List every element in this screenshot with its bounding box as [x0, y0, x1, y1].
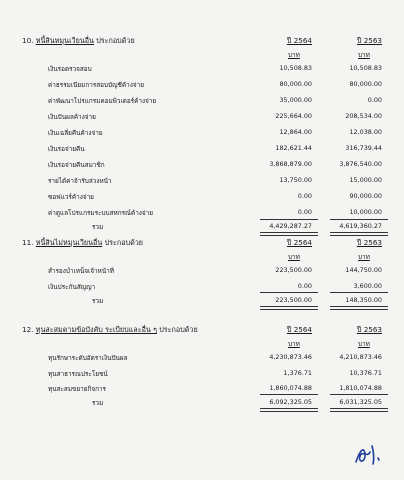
- unit-label-current: บาท: [288, 253, 300, 261]
- row-value-prior: 208,534.00: [345, 112, 382, 120]
- total-double-rule: [330, 408, 388, 412]
- total-double-rule: [260, 232, 318, 236]
- section-number: 11.: [22, 238, 34, 247]
- unit-label-prior: บาท: [358, 253, 370, 261]
- row-value-prior: 1,810,074.88: [339, 384, 382, 392]
- row-value-prior: 10,508.83: [349, 64, 382, 72]
- row-value-current: 13,750.00: [279, 176, 312, 184]
- column-header-prior-year: ปี 2563: [356, 238, 382, 247]
- unit-label-current: บาท: [288, 340, 300, 348]
- row-value-prior: 3,600.00: [353, 282, 382, 290]
- unit-label-current: บาท: [288, 51, 300, 59]
- total-double-rule: [260, 306, 318, 310]
- subtotal-rule: [330, 292, 388, 293]
- handwritten-signature: [348, 440, 388, 468]
- section-11-title: [22, 238, 143, 249]
- row-value-prior: 15,000.00: [349, 176, 382, 184]
- row-label: ค่าดูแลโปรแกรมระบบสหกรณ์ค้างจ่าย: [48, 209, 153, 217]
- subtotal-rule: [330, 394, 388, 395]
- row-value-prior: 4,210,873.46: [339, 353, 382, 361]
- total-double-rule: [330, 232, 388, 236]
- row-value-current: 10,508.83: [279, 64, 312, 72]
- subtotal-rule: [330, 219, 388, 220]
- row-value-current: 0.00: [297, 208, 312, 216]
- column-header-prior-year: ปี 2563: [356, 36, 382, 45]
- total-value-prior: 148,350.00: [345, 296, 382, 304]
- row-label: ซอฟแวร์ค้างจ่าย: [48, 193, 94, 201]
- total-label: รวม: [92, 223, 104, 231]
- row-label: เงินปันผลค้างจ่าย: [48, 113, 96, 121]
- row-label: สำรองบำเหน็จเจ้าหน้าที่: [48, 267, 114, 275]
- row-label: ค่าพัฒนาโปรแกรมคอมพิวเตอร์ค้างจ่าย: [48, 97, 157, 105]
- row-value-current: 4,230,873.46: [269, 353, 312, 361]
- row-value-current: 1,376.71: [283, 369, 312, 377]
- total-label: รวม: [92, 399, 104, 407]
- section-heading: ทุนสะสมตามข้อบังคับ ระเบียบและอื่น ๆ: [35, 325, 157, 334]
- row-value-prior: 0.00: [367, 96, 382, 104]
- section-heading-suffix: ประกอบด้วย: [93, 36, 135, 45]
- row-label: ทุนสะสมขยายกิจการ: [48, 385, 106, 393]
- section-heading: หนี้สินหมุนเวียนอื่น: [35, 36, 94, 45]
- row-value-prior: 316,739.44: [345, 144, 382, 152]
- total-label: รวม: [92, 297, 104, 305]
- row-value-current: 223,500.00: [275, 266, 312, 274]
- unit-label-prior: บาท: [358, 51, 370, 59]
- row-value-current: 0.00: [297, 282, 312, 290]
- total-value-current: 4,429,287.27: [269, 222, 312, 230]
- row-label: เงินรอจ่ายคืน: [48, 145, 85, 153]
- section-heading: หนี้สินไม่หมุนเวียนอื่น: [35, 238, 103, 247]
- section-10-title: [22, 36, 135, 47]
- row-value-prior: 10,000.00: [349, 208, 382, 216]
- row-value-current: 80,000.00: [279, 80, 312, 88]
- row-value-prior: 80,000.00: [349, 80, 382, 88]
- section-heading-suffix: ประกอบด้วย: [156, 325, 198, 334]
- row-value-prior: 12,038.00: [349, 128, 382, 136]
- row-value-prior: 90,000.00: [349, 192, 382, 200]
- total-value-current: 223,500.00: [275, 296, 312, 304]
- subtotal-rule: [260, 394, 318, 395]
- section-heading-suffix: ประกอบด้วย: [102, 238, 143, 247]
- section-number: 12.: [22, 325, 34, 334]
- total-double-rule: [330, 306, 388, 310]
- row-value-current: 1,860,074.88: [269, 384, 312, 392]
- section-number: 10.: [22, 36, 34, 45]
- row-label: เงินเฉลี่ยคืนค้างจ่าย: [48, 129, 103, 137]
- column-header-prior-year: ปี 2563: [356, 325, 382, 334]
- section-12-title: [22, 325, 198, 336]
- subtotal-rule: [260, 292, 318, 293]
- row-label: เงินรอตรวจสอบ: [48, 65, 92, 73]
- row-label: เงินประกันสัญญา: [48, 283, 96, 291]
- total-value-prior: 4,619,360.27: [339, 222, 382, 230]
- row-value-prior: 144,750.00: [345, 266, 382, 274]
- row-label: ทุนรักษาระดับอัตราเงินปันผล: [48, 354, 128, 362]
- row-value-current: 0.00: [297, 192, 312, 200]
- total-value-prior: 6,031,325.05: [339, 398, 382, 406]
- column-header-current-year: ปี 2564: [286, 238, 312, 247]
- column-header-current-year: ปี 2564: [286, 36, 312, 45]
- row-label: เงินรอจ่ายคืนสมาชิก: [48, 161, 105, 169]
- row-value-current: 3,868,879.00: [269, 160, 312, 168]
- row-value-current: 35,000.00: [279, 96, 312, 104]
- row-value-current: 12,864.00: [279, 128, 312, 136]
- row-label: รายได้ค่าจ้ารับล่วงหน้า: [48, 177, 112, 185]
- column-header-current-year: ปี 2564: [286, 325, 312, 334]
- row-value-prior: 3,876,540.00: [339, 160, 382, 168]
- total-value-current: 6,092,325.05: [269, 398, 312, 406]
- total-double-rule: [260, 408, 318, 412]
- row-value-current: 182,621.44: [275, 144, 312, 152]
- row-label: ค่าธรรมเนียมการสอบบัญชีค้างจ่าย: [48, 81, 144, 89]
- row-value-prior: 10,376.71: [349, 369, 382, 377]
- row-value-current: 225,664.00: [275, 112, 312, 120]
- subtotal-rule: [260, 219, 318, 220]
- unit-label-prior: บาท: [358, 340, 370, 348]
- row-label: ทุนสาธารณประโยชน์: [48, 370, 108, 378]
